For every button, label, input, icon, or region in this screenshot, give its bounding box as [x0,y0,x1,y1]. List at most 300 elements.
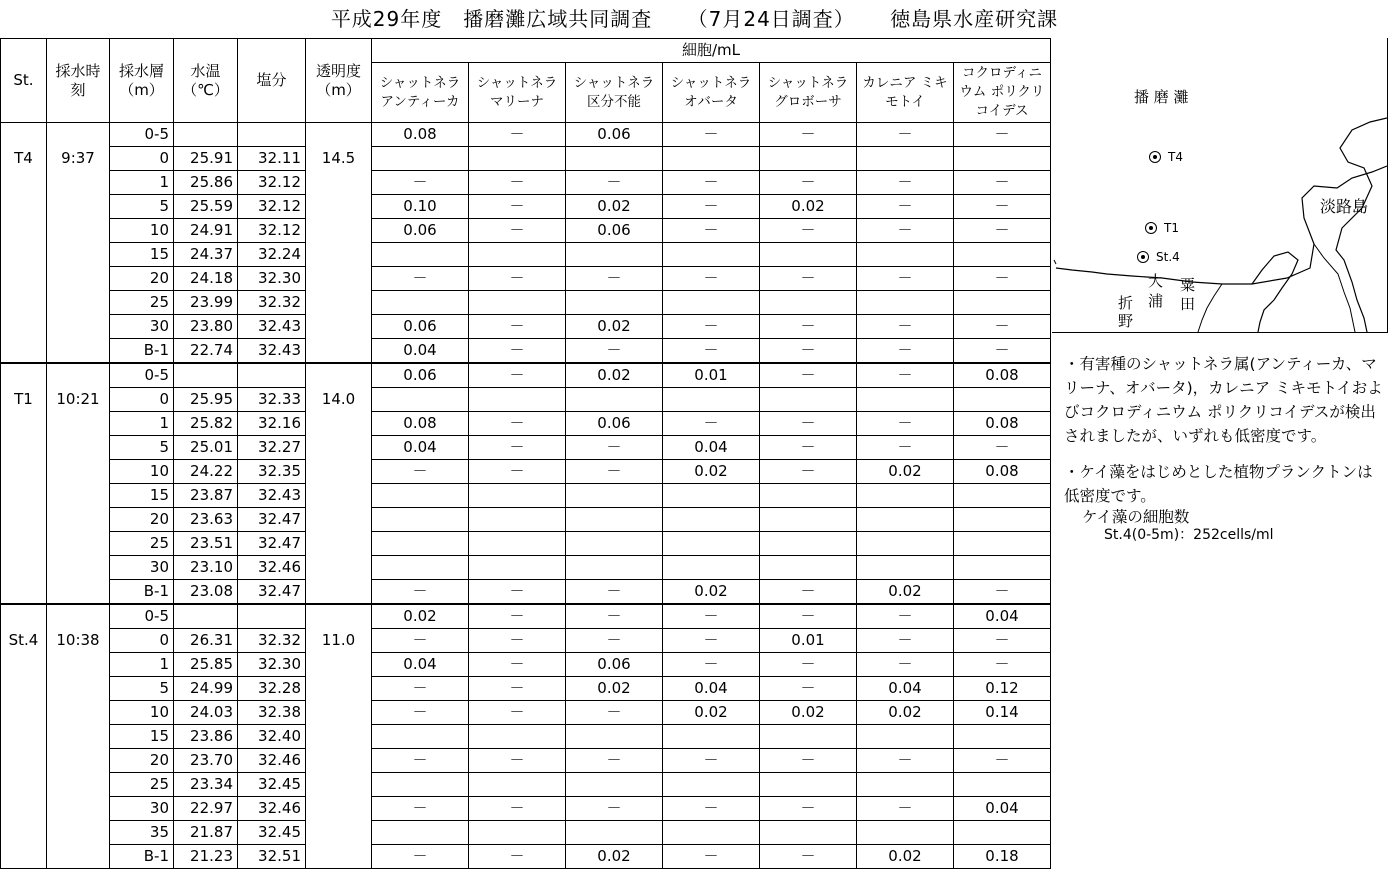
cell-density-3 [663,725,760,749]
temperature-cell: 23.51 [174,532,238,556]
table-row [1,147,1051,171]
table-row [1,436,1051,460]
depth-cell: 10 [110,460,174,484]
cell-density-0: － [372,171,469,195]
cell-density-2: － [566,580,663,605]
cell-density-0: 0.02 [372,604,469,629]
cell-density-1: － [469,123,566,147]
table-row [1,195,1051,219]
salinity-cell: 32.45 [238,821,306,845]
depth-cell: 30 [110,556,174,580]
cell-density-2 [566,508,663,532]
cell-density-5 [857,484,954,508]
cell-density-3: － [663,653,760,677]
depth-cell: 30 [110,797,174,821]
cell-density-3: － [663,315,760,339]
cell-density-1 [469,388,566,412]
cell-density-6 [954,556,1051,580]
cell-density-4: 0.01 [760,629,857,653]
cell-density-3: － [663,412,760,436]
cell-density-5 [857,821,954,845]
header-transparency: 透明度（m） [306,39,372,123]
salinity-cell: 32.32 [238,291,306,315]
cell-density-6 [954,147,1051,171]
cell-density-1: － [469,701,566,725]
transparency-cell: 14.0 [306,363,372,604]
cell-density-0: － [372,677,469,701]
cell-density-4: － [760,219,857,243]
cell-density-2: 0.06 [566,412,663,436]
temperature-cell: 23.08 [174,580,238,605]
cell-density-0 [372,484,469,508]
depth-cell: B-1 [110,845,174,869]
note-diatom-count: St.4(0-5m)：252cells/ml [1104,527,1274,543]
depth-cell: 15 [110,243,174,267]
temperature-cell: 25.86 [174,171,238,195]
cell-density-6: － [954,267,1051,291]
cell-density-3: － [663,845,760,869]
salinity-cell: 32.30 [238,653,306,677]
map-sea-label: 播 磨 灘 [1134,88,1189,106]
salinity-cell: 32.12 [238,195,306,219]
depth-cell: 5 [110,677,174,701]
table-row [1,653,1051,677]
map-place-ori: 折 [1118,294,1134,312]
cell-density-1 [469,147,566,171]
table-row [1,291,1051,315]
cell-density-6: 0.04 [954,797,1051,821]
cell-density-3: － [663,749,760,773]
temperature-cell: 25.01 [174,436,238,460]
cell-density-3: － [663,123,760,147]
cell-density-3 [663,773,760,797]
table-row [1,412,1051,436]
cell-density-6: － [954,315,1051,339]
cell-density-2: 0.02 [566,315,663,339]
cell-density-3: 0.02 [663,701,760,725]
salinity-cell: 32.46 [238,749,306,773]
temperature-cell: 22.74 [174,339,238,364]
depth-cell: 0 [110,629,174,653]
header-time: 採水時刻 [47,39,110,123]
cell-density-5 [857,243,954,267]
salinity-cell: 32.43 [238,339,306,364]
table-row [1,460,1051,484]
survey-title: 平成29年度 播磨灘広域共同調査 [330,7,653,31]
table-row [1,749,1051,773]
cell-density-4 [760,388,857,412]
cell-density-6: － [954,219,1051,243]
table-row [1,484,1051,508]
salinity-cell: 32.12 [238,171,306,195]
cell-density-1: － [469,195,566,219]
temperature-cell: 24.22 [174,460,238,484]
cell-density-2 [566,725,663,749]
cell-density-2 [566,484,663,508]
cell-density-2: － [566,749,663,773]
salinity-cell: 32.43 [238,484,306,508]
depth-cell: 20 [110,508,174,532]
cell-density-2 [566,147,663,171]
depth-cell: 15 [110,484,174,508]
cell-density-5: － [857,653,954,677]
table-row [1,219,1051,243]
depth-cell: 30 [110,315,174,339]
cell-density-3 [663,291,760,315]
cell-density-2 [566,291,663,315]
cell-density-5: － [857,171,954,195]
cell-density-1 [469,484,566,508]
survey-date: （7月24日調査） [687,7,855,31]
note-plankton: ・ケイ藻をはじめとした植物プランクトンは低密度です。 [1064,463,1373,505]
cell-density-4 [760,725,857,749]
cell-density-2: 0.02 [566,677,663,701]
station-name: St.4 [1,604,47,869]
station-marker-t4 [1149,151,1161,163]
cell-density-2: － [566,460,663,484]
cell-density-4 [760,243,857,267]
cell-density-1 [469,556,566,580]
header-species-6: コクロディニウム ポリクリコイデス [954,63,1051,123]
salinity-cell: 32.30 [238,267,306,291]
cell-density-2 [566,243,663,267]
cell-density-6 [954,821,1051,845]
temperature-cell: 25.91 [174,147,238,171]
cell-density-4: － [760,797,857,821]
cell-density-5 [857,291,954,315]
table-row [1,629,1051,653]
cell-density-4: － [760,653,857,677]
depth-cell: 25 [110,773,174,797]
cell-density-3: － [663,219,760,243]
table-row [1,243,1051,267]
temperature-cell: 25.95 [174,388,238,412]
station-name: T1 [1,363,47,604]
cell-density-6: 0.12 [954,677,1051,701]
depth-cell: 1 [110,171,174,195]
salinity-cell: 32.16 [238,412,306,436]
cell-density-4 [760,508,857,532]
cell-density-2: － [566,267,663,291]
salinity-cell: 32.35 [238,460,306,484]
cell-density-0 [372,243,469,267]
depth-cell: 25 [110,291,174,315]
cell-density-1: － [469,629,566,653]
cell-density-1: － [469,363,566,388]
temperature-cell: 23.87 [174,484,238,508]
temperature-cell: 24.99 [174,677,238,701]
header-species-3: シャットネラ オバータ [663,63,760,123]
depth-cell: 20 [110,749,174,773]
cell-density-0 [372,773,469,797]
temperature-cell: 23.99 [174,291,238,315]
station-name: T4 [1,123,47,364]
cell-density-2 [566,821,663,845]
cell-density-6 [954,725,1051,749]
cell-density-4: － [760,580,857,605]
cell-density-2 [566,773,663,797]
cell-density-1: － [469,412,566,436]
table-row [1,267,1051,291]
cell-density-3: 0.04 [663,436,760,460]
salinity-cell: 32.47 [238,580,306,605]
cell-density-0 [372,291,469,315]
cell-density-3: － [663,339,760,364]
salinity-cell: 32.46 [238,556,306,580]
cell-density-0: － [372,460,469,484]
cell-density-5: － [857,629,954,653]
depth-cell: 20 [110,267,174,291]
cell-density-3 [663,821,760,845]
cell-density-6 [954,388,1051,412]
depth-cell: 25 [110,532,174,556]
cell-density-3 [663,243,760,267]
cell-density-5: － [857,604,954,629]
header-temperature: 水温（℃） [174,39,238,123]
cell-density-4: － [760,339,857,364]
cell-density-1 [469,291,566,315]
cell-density-4 [760,291,857,315]
cell-density-0: － [372,749,469,773]
map-place-ta: 田 [1180,295,1196,313]
cell-density-3: － [663,195,760,219]
cell-density-6 [954,484,1051,508]
salinity-cell: 32.46 [238,797,306,821]
cell-density-5: － [857,339,954,364]
observation-table [0,38,1051,869]
cell-density-1: － [469,339,566,364]
cell-density-0 [372,821,469,845]
map-station-t4: T4 [1168,150,1183,164]
cell-density-3: 0.04 [663,677,760,701]
cell-density-1: － [469,580,566,605]
depth-cell: 15 [110,725,174,749]
salinity-cell: 32.27 [238,436,306,460]
cell-density-4: 0.02 [760,195,857,219]
cell-density-6: － [954,749,1051,773]
temperature-cell: 24.37 [174,243,238,267]
temperature-cell: 25.82 [174,412,238,436]
cell-density-5 [857,532,954,556]
cell-density-4 [760,821,857,845]
temperature-cell [174,604,238,629]
cell-density-2: － [566,339,663,364]
cell-density-5 [857,725,954,749]
cell-density-0: － [372,580,469,605]
cell-density-3: 0.02 [663,460,760,484]
cell-density-6: 0.14 [954,701,1051,725]
cell-density-4: － [760,267,857,291]
cell-density-6 [954,291,1051,315]
cell-density-6: 0.08 [954,363,1051,388]
cell-density-5 [857,388,954,412]
salinity-cell [238,123,306,147]
cell-density-5: － [857,267,954,291]
cell-density-0: 0.08 [372,412,469,436]
salinity-cell: 32.12 [238,219,306,243]
cell-density-6 [954,773,1051,797]
header-species-2: シャットネラ 区分不能 [566,63,663,123]
cell-density-1: － [469,219,566,243]
cell-density-4: － [760,412,857,436]
cell-density-4: － [760,604,857,629]
transparency-cell: 14.5 [306,123,372,364]
header-salinity: 塩分 [238,39,306,123]
cell-density-3: － [663,797,760,821]
header-cells-unit: 細胞/mL [372,39,1051,63]
cell-density-5: 0.04 [857,677,954,701]
map-island-label: 淡路島 [1320,197,1369,216]
cell-density-3: － [663,604,760,629]
depth-cell: 5 [110,436,174,460]
temperature-cell [174,123,238,147]
cell-density-6: － [954,339,1051,364]
cell-density-2: － [566,797,663,821]
temperature-cell: 23.86 [174,725,238,749]
cell-density-6 [954,508,1051,532]
cell-density-2: － [566,604,663,629]
header-layer: 採水層（m） [110,39,174,123]
temperature-cell: 23.70 [174,749,238,773]
note-diatom-heading: ケイ藻の細胞数 [1082,508,1190,526]
station-marker-t1 [1145,222,1157,234]
notes-panel [1064,352,1384,544]
map-place-no: 野 [1118,312,1134,330]
cell-density-5: － [857,436,954,460]
cell-density-0: 0.06 [372,363,469,388]
table-row [1,580,1051,605]
salinity-cell: 32.45 [238,773,306,797]
temperature-cell: 21.87 [174,821,238,845]
cell-density-4 [760,532,857,556]
cell-density-5: － [857,749,954,773]
cell-density-6: 0.08 [954,460,1051,484]
temperature-cell: 24.03 [174,701,238,725]
cell-density-1: － [469,749,566,773]
map-place-ura: 浦 [1148,292,1164,310]
table-row [1,677,1051,701]
cell-density-5: 0.02 [857,845,954,869]
cell-density-3 [663,532,760,556]
sampling-time: 10:21 [47,363,110,604]
temperature-cell: 24.18 [174,267,238,291]
cell-density-0: 0.06 [372,315,469,339]
sampling-time: 10:38 [47,604,110,869]
organization: 徳島県水産研究課 [890,7,1059,31]
cell-density-0 [372,508,469,532]
salinity-cell: 32.11 [238,147,306,171]
depth-cell: 10 [110,219,174,243]
cell-density-0: 0.06 [372,219,469,243]
cell-density-6: － [954,436,1051,460]
table-row [1,363,1051,388]
coastline-map [1052,38,1387,332]
cell-density-3: － [663,629,760,653]
cell-density-1: － [469,653,566,677]
cell-density-4: － [760,460,857,484]
cell-density-2: 0.02 [566,363,663,388]
cell-density-1: － [469,315,566,339]
cell-density-5 [857,556,954,580]
depth-cell: 0-5 [110,363,174,388]
salinity-cell: 32.47 [238,532,306,556]
cell-density-4: － [760,315,857,339]
cell-density-1 [469,508,566,532]
cell-density-1 [469,532,566,556]
cell-density-4 [760,556,857,580]
map-station-st4: St.4 [1156,250,1180,264]
cell-density-0 [372,556,469,580]
cell-density-3 [663,556,760,580]
note-harmful-species: ・有害種のシャットネラ属(アンティーカ、マリーナ、オバータ)，カレニア ミキモトイおよびコクロディニウム ポリクリコイデスが検出されましたが、いずれも低密度です。 [1064,355,1383,445]
header-species-0: シャットネラ アンティーカ [372,63,469,123]
header-species-4: シャットネラ グロボーサ [760,63,857,123]
cell-density-5: － [857,797,954,821]
cell-density-6: － [954,123,1051,147]
cell-density-3: － [663,267,760,291]
cell-density-0: － [372,701,469,725]
depth-cell: 1 [110,412,174,436]
salinity-cell: 32.24 [238,243,306,267]
cell-density-6: － [954,195,1051,219]
depth-cell: 0 [110,147,174,171]
depth-cell: 0-5 [110,604,174,629]
table-row [1,315,1051,339]
cell-density-6: － [954,580,1051,605]
cell-density-3 [663,508,760,532]
cell-density-2 [566,532,663,556]
cell-density-4: － [760,677,857,701]
cell-density-1: － [469,604,566,629]
temperature-cell: 23.34 [174,773,238,797]
cell-density-4: － [760,845,857,869]
cell-density-4 [760,147,857,171]
cell-density-5: 0.02 [857,701,954,725]
table-row [1,171,1051,195]
table-row [1,845,1051,869]
salinity-cell: 32.40 [238,725,306,749]
cell-density-2: － [566,436,663,460]
cell-density-5: － [857,315,954,339]
table-row [1,556,1051,580]
cell-density-6: 0.04 [954,604,1051,629]
cell-density-2: － [566,629,663,653]
cell-density-0: － [372,797,469,821]
cell-density-4 [760,773,857,797]
cell-density-1: － [469,267,566,291]
cell-density-2: － [566,701,663,725]
cell-density-3: － [663,171,760,195]
depth-cell: 1 [110,653,174,677]
depth-cell: 5 [110,195,174,219]
table-row [1,797,1051,821]
cell-density-5: 0.02 [857,460,954,484]
cell-density-0: 0.04 [372,436,469,460]
table-row [1,725,1051,749]
header-station: St. [1,39,47,123]
table-row [1,773,1051,797]
cell-density-4: － [760,363,857,388]
cell-density-2 [566,388,663,412]
cell-density-0: － [372,845,469,869]
cell-density-0: － [372,629,469,653]
cell-density-2: 0.02 [566,195,663,219]
cell-density-4: － [760,436,857,460]
report-title [0,0,1389,38]
cell-density-0: 0.10 [372,195,469,219]
cell-density-5 [857,773,954,797]
table-row [1,339,1051,364]
